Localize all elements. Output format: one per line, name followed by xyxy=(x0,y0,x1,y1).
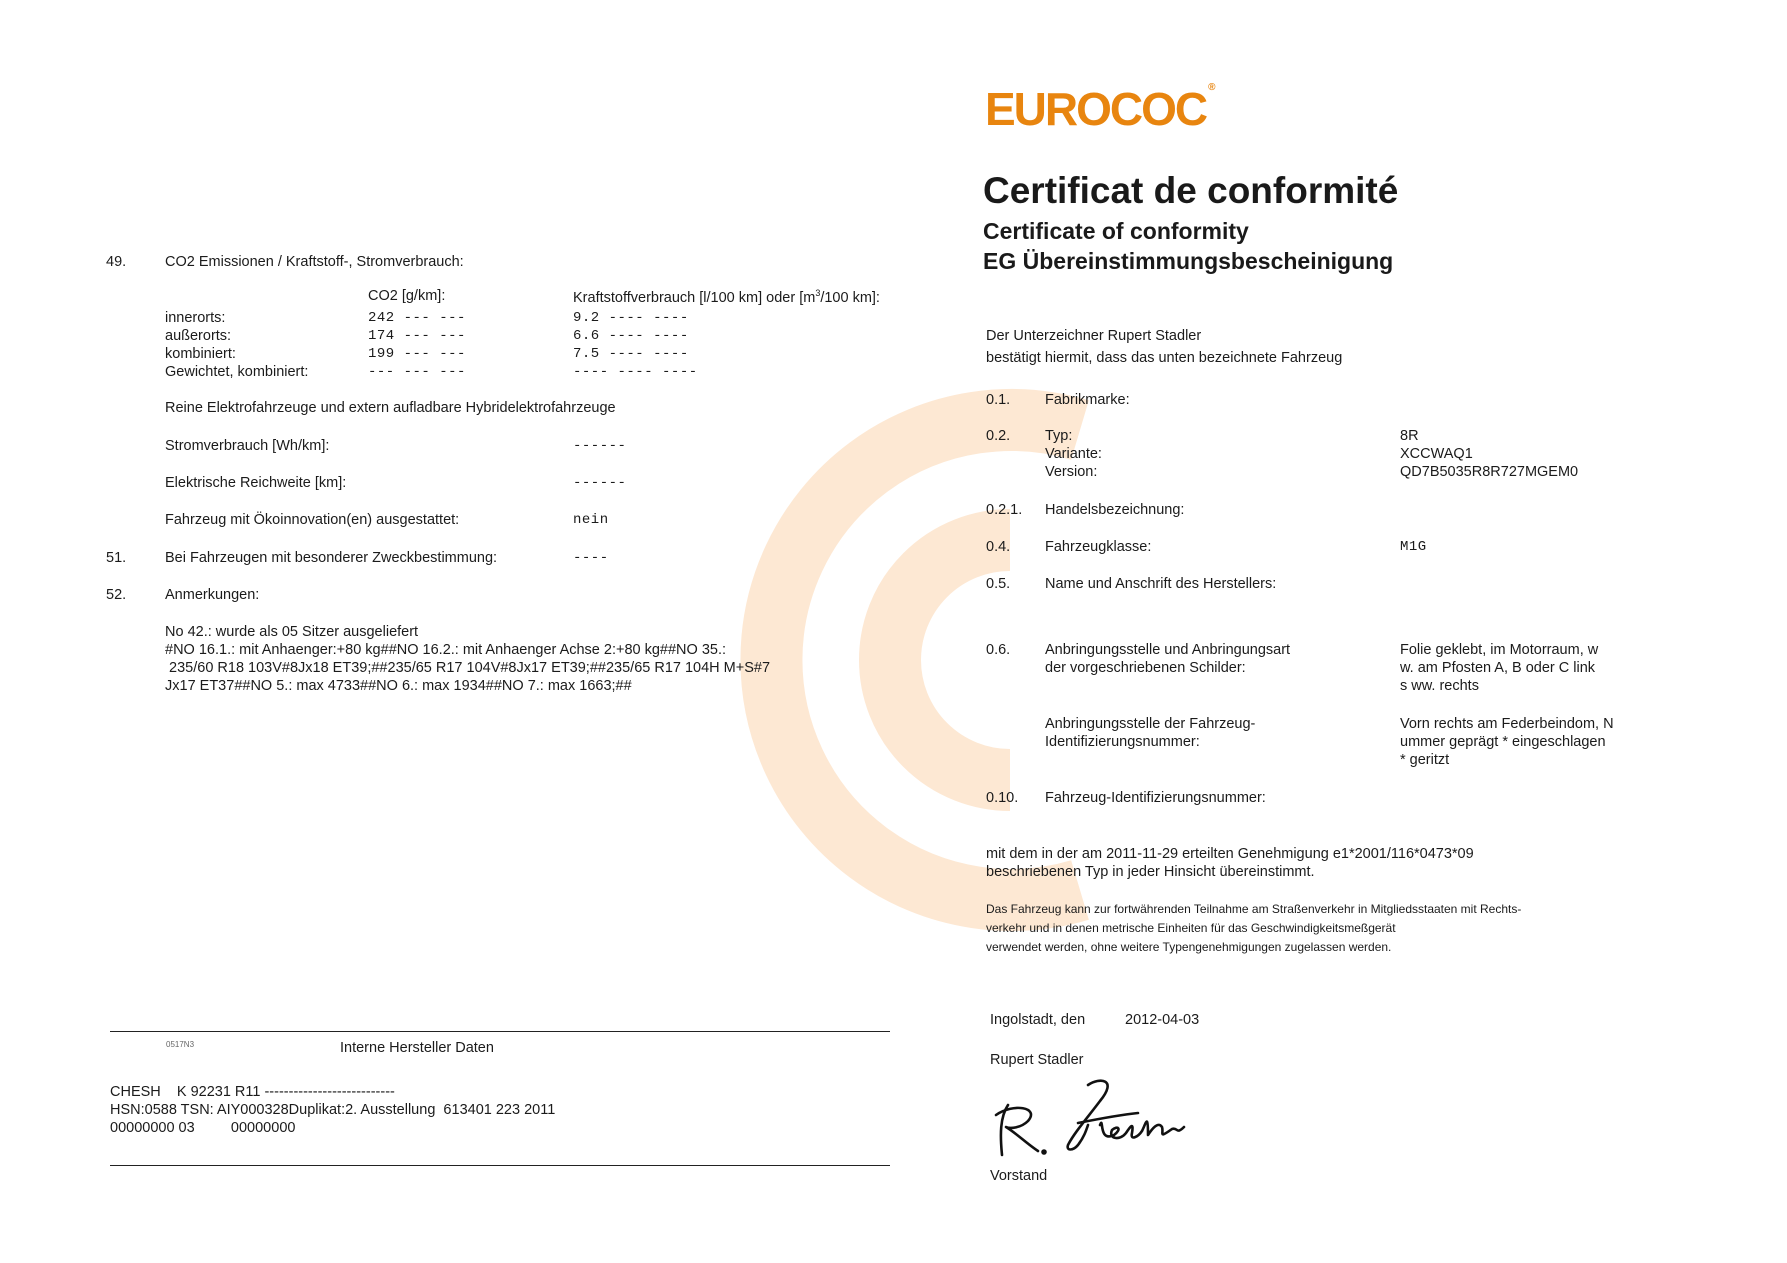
intro-line-1: Der Unterzeichner Rupert Stadler xyxy=(986,328,1202,344)
section-49-number: 49. xyxy=(106,254,127,270)
footer-title: Interne Hersteller Daten xyxy=(340,1040,494,1056)
title-fr: Certificat de conformité xyxy=(983,170,1399,211)
section-52-label: Anmerkungen: xyxy=(165,587,260,603)
row-co2: --- --- --- xyxy=(368,364,466,380)
row-fuel: ---- ---- ---- xyxy=(573,364,698,380)
field-0-6-number: 0.6. xyxy=(986,642,1011,658)
section-51-label: Bei Fahrzeugen mit besonderer Zweckbestimmung: xyxy=(165,550,498,566)
footer-rule-bottom xyxy=(110,1165,890,1166)
typ-value: 8R xyxy=(1400,428,1419,444)
row-co2: 242 --- --- xyxy=(368,310,466,326)
note-line-2: verkehr und in denen metrische Einheiten für das Geschwindigkeitsmeßgerät xyxy=(986,921,1396,935)
signer-name: Rupert Stadler xyxy=(990,1052,1084,1068)
reichweite-value: ------ xyxy=(573,475,627,491)
field-0-1-label: Fabrikmarke: xyxy=(1045,392,1130,408)
field-0-5-label: Name und Anschrift des Herstellers: xyxy=(1045,576,1277,592)
section-52-number: 52. xyxy=(106,587,127,603)
remark-line: 235/60 R18 103V#8Jx18 ET39;##235/65 R17 104V#8Jx17 ET39;##235/65 R17 104H M+S#7 xyxy=(165,660,771,676)
field-0-6-value-4: Vorn rechts am Federbeindom, N xyxy=(1400,716,1614,732)
row-label: außerorts: xyxy=(165,328,232,344)
field-0-5-number: 0.5. xyxy=(986,576,1011,592)
typ-label: Typ: xyxy=(1045,428,1073,444)
field-0-4-label: Fahrzeugklasse: xyxy=(1045,539,1152,555)
footer-line-2: HSN:0588 TSN: AIY000328Duplikat:2. Ausstellung 613401 223 2011 xyxy=(110,1102,556,1118)
signature xyxy=(988,1075,1198,1165)
place-label: Ingolstadt, den xyxy=(990,1012,1086,1028)
stromverbrauch-label: Stromverbrauch [Wh/km]: xyxy=(165,438,330,454)
row-co2: 199 --- --- xyxy=(368,346,466,362)
approval-line-1: mit dem in der am 2011-11-29 erteilten Genehmigung e1*2001/116*0473*09 xyxy=(986,846,1474,862)
field-0-6-label-1: Anbringungsstelle und Anbringungsart xyxy=(1045,642,1291,658)
field-0-6-value-6: * geritzt xyxy=(1400,752,1450,768)
version-value: QD7B5035R8R727MGEM0 xyxy=(1400,464,1579,480)
remark-line: No 42.: wurde als 05 Sitzer ausgeliefert xyxy=(165,624,419,640)
section-51-value: ---- xyxy=(573,550,609,566)
row-label: Gewichtet, kombiniert: xyxy=(165,364,309,380)
field-0-2-1-label: Handelsbezeichnung: xyxy=(1045,502,1185,518)
title-en: Certificate of conformity xyxy=(983,218,1249,244)
row-label: kombiniert: xyxy=(165,346,236,362)
row-fuel: 7.5 ---- ---- xyxy=(573,346,689,362)
fuel-header: Kraftstoffverbrauch [l/100 km] oder [$m^3/100$ km]: xyxy=(573,288,880,306)
signer-role: Vorstand xyxy=(990,1168,1048,1184)
version-label: Version: xyxy=(1045,464,1098,480)
intro-line-2: bestätigt hiermit, dass das unten bezeichnete Fahrzeug xyxy=(986,350,1343,366)
field-0-6-value-1: Folie geklebt, im Motorraum, w xyxy=(1400,642,1599,658)
row-co2: 174 --- --- xyxy=(368,328,466,344)
field-0-6-label-2: der vorgeschriebenen Schilder: xyxy=(1045,660,1246,676)
date-value: 2012-04-03 xyxy=(1125,1012,1200,1028)
field-0-2-1-number: 0.2.1. xyxy=(986,502,1023,518)
field-0-6-value-2: w. am Pfosten A, B oder C link xyxy=(1400,660,1596,676)
stromverbrauch-value: ------ xyxy=(573,438,627,454)
field-0-1-number: 0.1. xyxy=(986,392,1011,408)
field-0-6-value-3: s ww. rechts xyxy=(1400,678,1479,694)
section-51-number: 51. xyxy=(106,550,127,566)
remark-line: #NO 16.1.: mit Anhaenger:+80 kg##NO 16.2.: mit Anhaenger Achse 2:+80 kg##NO 35.: xyxy=(165,642,727,658)
variante-value: XCCWAQ1 xyxy=(1400,446,1473,462)
footer-code: 0517N3 xyxy=(166,1040,195,1049)
field-0-4-number: 0.4. xyxy=(986,539,1011,555)
variante-label: Variante: xyxy=(1045,446,1102,462)
remark-line: Jx17 ET37##NO 5.: max 4733##NO 6.: max 1934##NO 7.: max 1663;## xyxy=(165,678,632,694)
section-49-label: CO2 Emissionen / Kraftstoff-, Stromverbrauch: xyxy=(165,254,464,270)
field-0-6-value-5: ummer geprägt * eingeschlagen xyxy=(1400,734,1606,750)
row-label: innerorts: xyxy=(165,310,226,326)
row-fuel: 9.2 ---- ---- xyxy=(573,310,689,326)
elektro-heading: Reine Elektrofahrzeuge und extern aufladbare Hybridelektrofahrzeuge xyxy=(165,400,616,416)
footer-line-1: CHESH K 92231 R11 --------------------------- xyxy=(110,1084,395,1100)
row-fuel: 6.6 ---- ---- xyxy=(573,328,689,344)
co2-header: CO2 [g/km]: xyxy=(368,288,446,304)
title-de: EG Übereinstimmungsbescheinigung xyxy=(983,248,1394,274)
field-0-4-value: M1G xyxy=(1400,539,1427,555)
eurococ-logo: EUROCOC ® xyxy=(985,82,1216,135)
reichweite-label: Elektrische Reichweite [km]: xyxy=(165,475,347,491)
field-0-6-label-4: Identifizierungsnummer: xyxy=(1045,734,1200,750)
note-line-1: Das Fahrzeug kann zur fortwährenden Teilnahme am Straßenverkehr in Mitgliedsstaaten mit Rechts- xyxy=(986,902,1522,916)
field-0-10-number: 0.10. xyxy=(986,790,1019,806)
field-0-6-label-3: Anbringungsstelle der Fahrzeug- xyxy=(1045,716,1256,732)
oekoinnovation-label: Fahrzeug mit Ökoinnovation(en) ausgestattet: xyxy=(165,512,460,528)
oekoinnovation-value: nein xyxy=(573,512,609,528)
field-0-10-label: Fahrzeug-Identifizierungsnummer: xyxy=(1045,790,1266,806)
approval-line-2: beschriebenen Typ in jeder Hinsicht übereinstimmt. xyxy=(986,864,1315,880)
field-0-2-number: 0.2. xyxy=(986,428,1011,444)
footer-rule-top xyxy=(110,1031,890,1032)
note-line-3: verwendet werden, ohne weitere Typengenehmigungen zugelassen werden. xyxy=(986,940,1392,954)
footer-line-3: 00000000 03 00000000 xyxy=(110,1120,296,1136)
